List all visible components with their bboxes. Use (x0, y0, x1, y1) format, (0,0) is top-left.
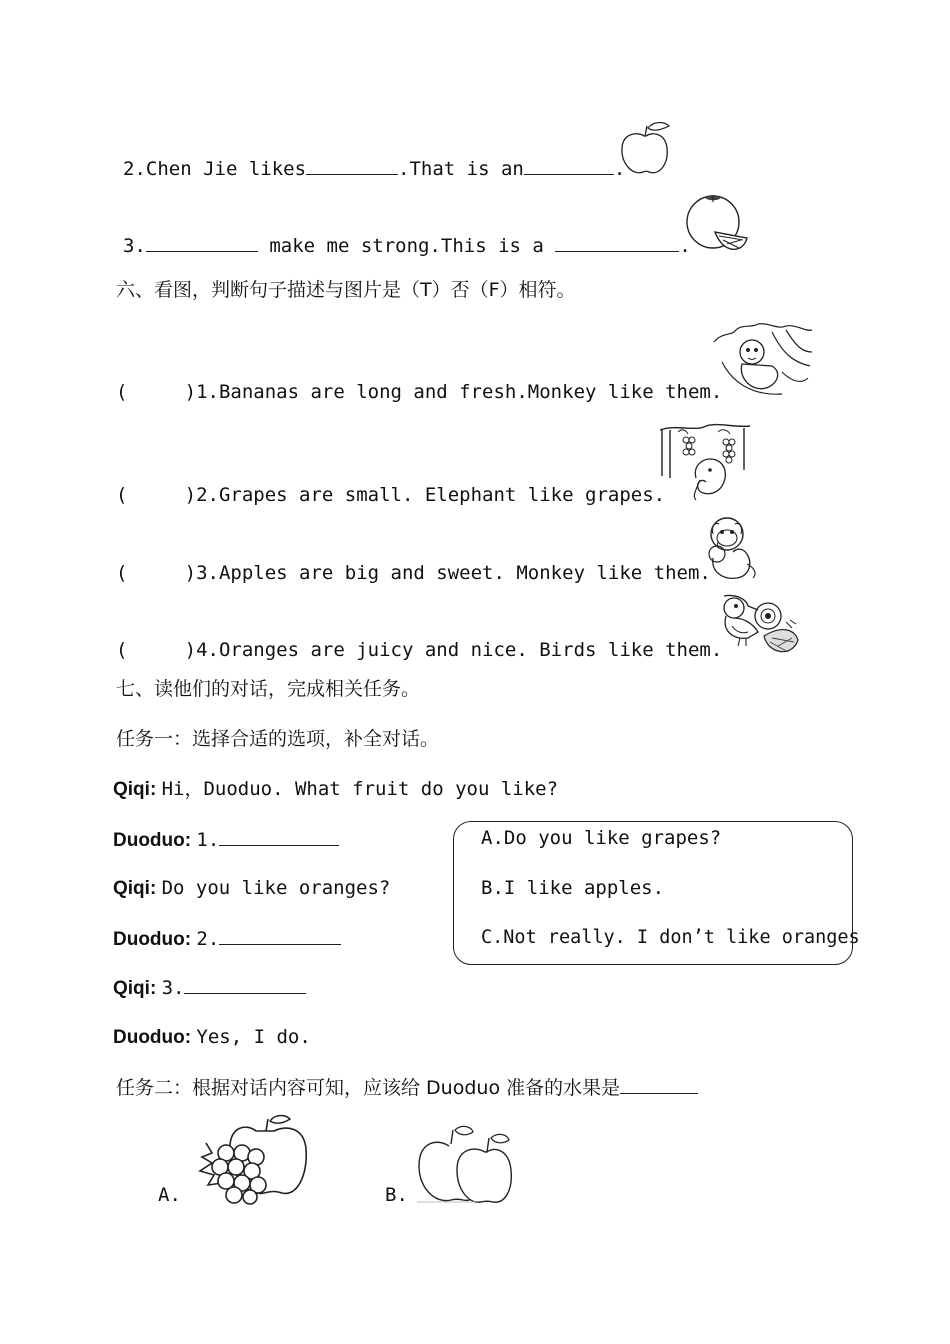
speaker-name: Qiqi (113, 878, 150, 899)
task1-title: 任务一：选择合适的选项，补全对话。 (116, 728, 440, 750)
apple-icon (617, 120, 673, 178)
dialogue-line-6 (113, 1025, 311, 1050)
answer-blank[interactable] (555, 233, 679, 252)
speaker-colon: : (184, 1027, 197, 1048)
answer-bracket[interactable]: ( ) (116, 639, 197, 661)
s5-item3-end: . (679, 235, 691, 257)
answer-blank[interactable] (219, 926, 341, 945)
choice-a-label: A. (158, 1184, 181, 1206)
dialogue-text: 2. (196, 928, 220, 950)
elephant-grapes-icon (656, 420, 752, 502)
speaker-colon: : (184, 830, 197, 851)
apples-icon (415, 1122, 513, 1206)
monkey-in-tree-icon (712, 322, 814, 402)
answer-blank[interactable] (620, 1075, 698, 1094)
judge-item-4 (116, 638, 722, 662)
dialogue-line-4 (113, 926, 341, 952)
s5-item3-middle: make me strong.This is a (257, 235, 556, 257)
mixed-fruit-icon (186, 1113, 310, 1205)
judge-item-1 (116, 380, 722, 404)
speaker-name: Duoduo (113, 929, 185, 950)
s5-item2-end: . (613, 158, 626, 180)
answer-bracket[interactable]: ( ) (116, 381, 197, 403)
bird-orange-icon (718, 592, 802, 660)
answer-blank[interactable] (524, 156, 614, 175)
task2-text: 任务二：根据对话内容可知，应该给 Duoduo 准备的水果是 (116, 1077, 621, 1099)
judge-text: 2.Grapes are small. Elephant like grapes. (196, 484, 666, 506)
monkey-eating-icon (703, 514, 759, 582)
dialogue-text: 3. (161, 977, 185, 999)
dialogue-text: 1. (196, 829, 220, 851)
speaker-colon: : (149, 978, 162, 999)
orange-icon (683, 192, 751, 256)
s5-item3 (123, 233, 691, 258)
answer-blank[interactable] (219, 827, 339, 846)
answer-bracket[interactable]: ( ) (116, 562, 197, 584)
option-b: B.I like apples. (481, 877, 665, 899)
dialogue-line-2 (113, 827, 339, 853)
speaker-name: Duoduo (113, 830, 185, 851)
dialogue-text: Hi，Duoduo. What fruit do you like? (161, 778, 559, 800)
speaker-name: Qiqi (113, 978, 150, 999)
speaker-name: Qiqi (113, 779, 150, 800)
answer-blank[interactable] (184, 975, 306, 994)
section6-title: 六、看图，判断句子描述与图片是（T）否（F）相符。 (116, 279, 576, 301)
speaker-colon: : (184, 929, 197, 950)
answer-bracket[interactable]: ( ) (116, 484, 197, 506)
judge-text: 4.Oranges are juicy and nice. Birds like them. (196, 639, 723, 661)
option-a: A.Do you like grapes? (481, 827, 722, 849)
answer-blank[interactable] (306, 156, 398, 175)
judge-text: 3.Apples are big and sweet. Monkey like them. (196, 562, 711, 584)
dialogue-text: Yes, I do. (196, 1026, 311, 1048)
speaker-name: Duoduo (113, 1027, 185, 1048)
s5-item2-prefix: 2.Chen Jie likes (123, 158, 307, 180)
judge-item-3 (116, 561, 711, 585)
speaker-colon: : (149, 779, 162, 800)
judge-item-2 (116, 483, 665, 507)
speaker-colon: : (149, 878, 162, 899)
s5-item3-prefix: 3. (123, 235, 146, 257)
judge-text: 1.Bananas are long and fresh.Monkey like them. (196, 381, 723, 403)
answer-blank[interactable] (146, 233, 258, 252)
dialogue-line-3 (113, 876, 390, 901)
dialogue-line-5 (113, 975, 306, 1001)
choice-b-label: B. (385, 1184, 408, 1206)
section7-title: 七、读他们的对话，完成相关任务。 (116, 678, 421, 700)
s5-item2-middle: .That is an (398, 158, 524, 180)
s5-item2 (123, 156, 625, 181)
dialogue-text: Do you like oranges? (161, 877, 391, 899)
task2-title (116, 1075, 698, 1100)
dialogue-line-1 (113, 777, 558, 802)
option-c: C.Not really. I don’t like oranges (481, 927, 860, 948)
